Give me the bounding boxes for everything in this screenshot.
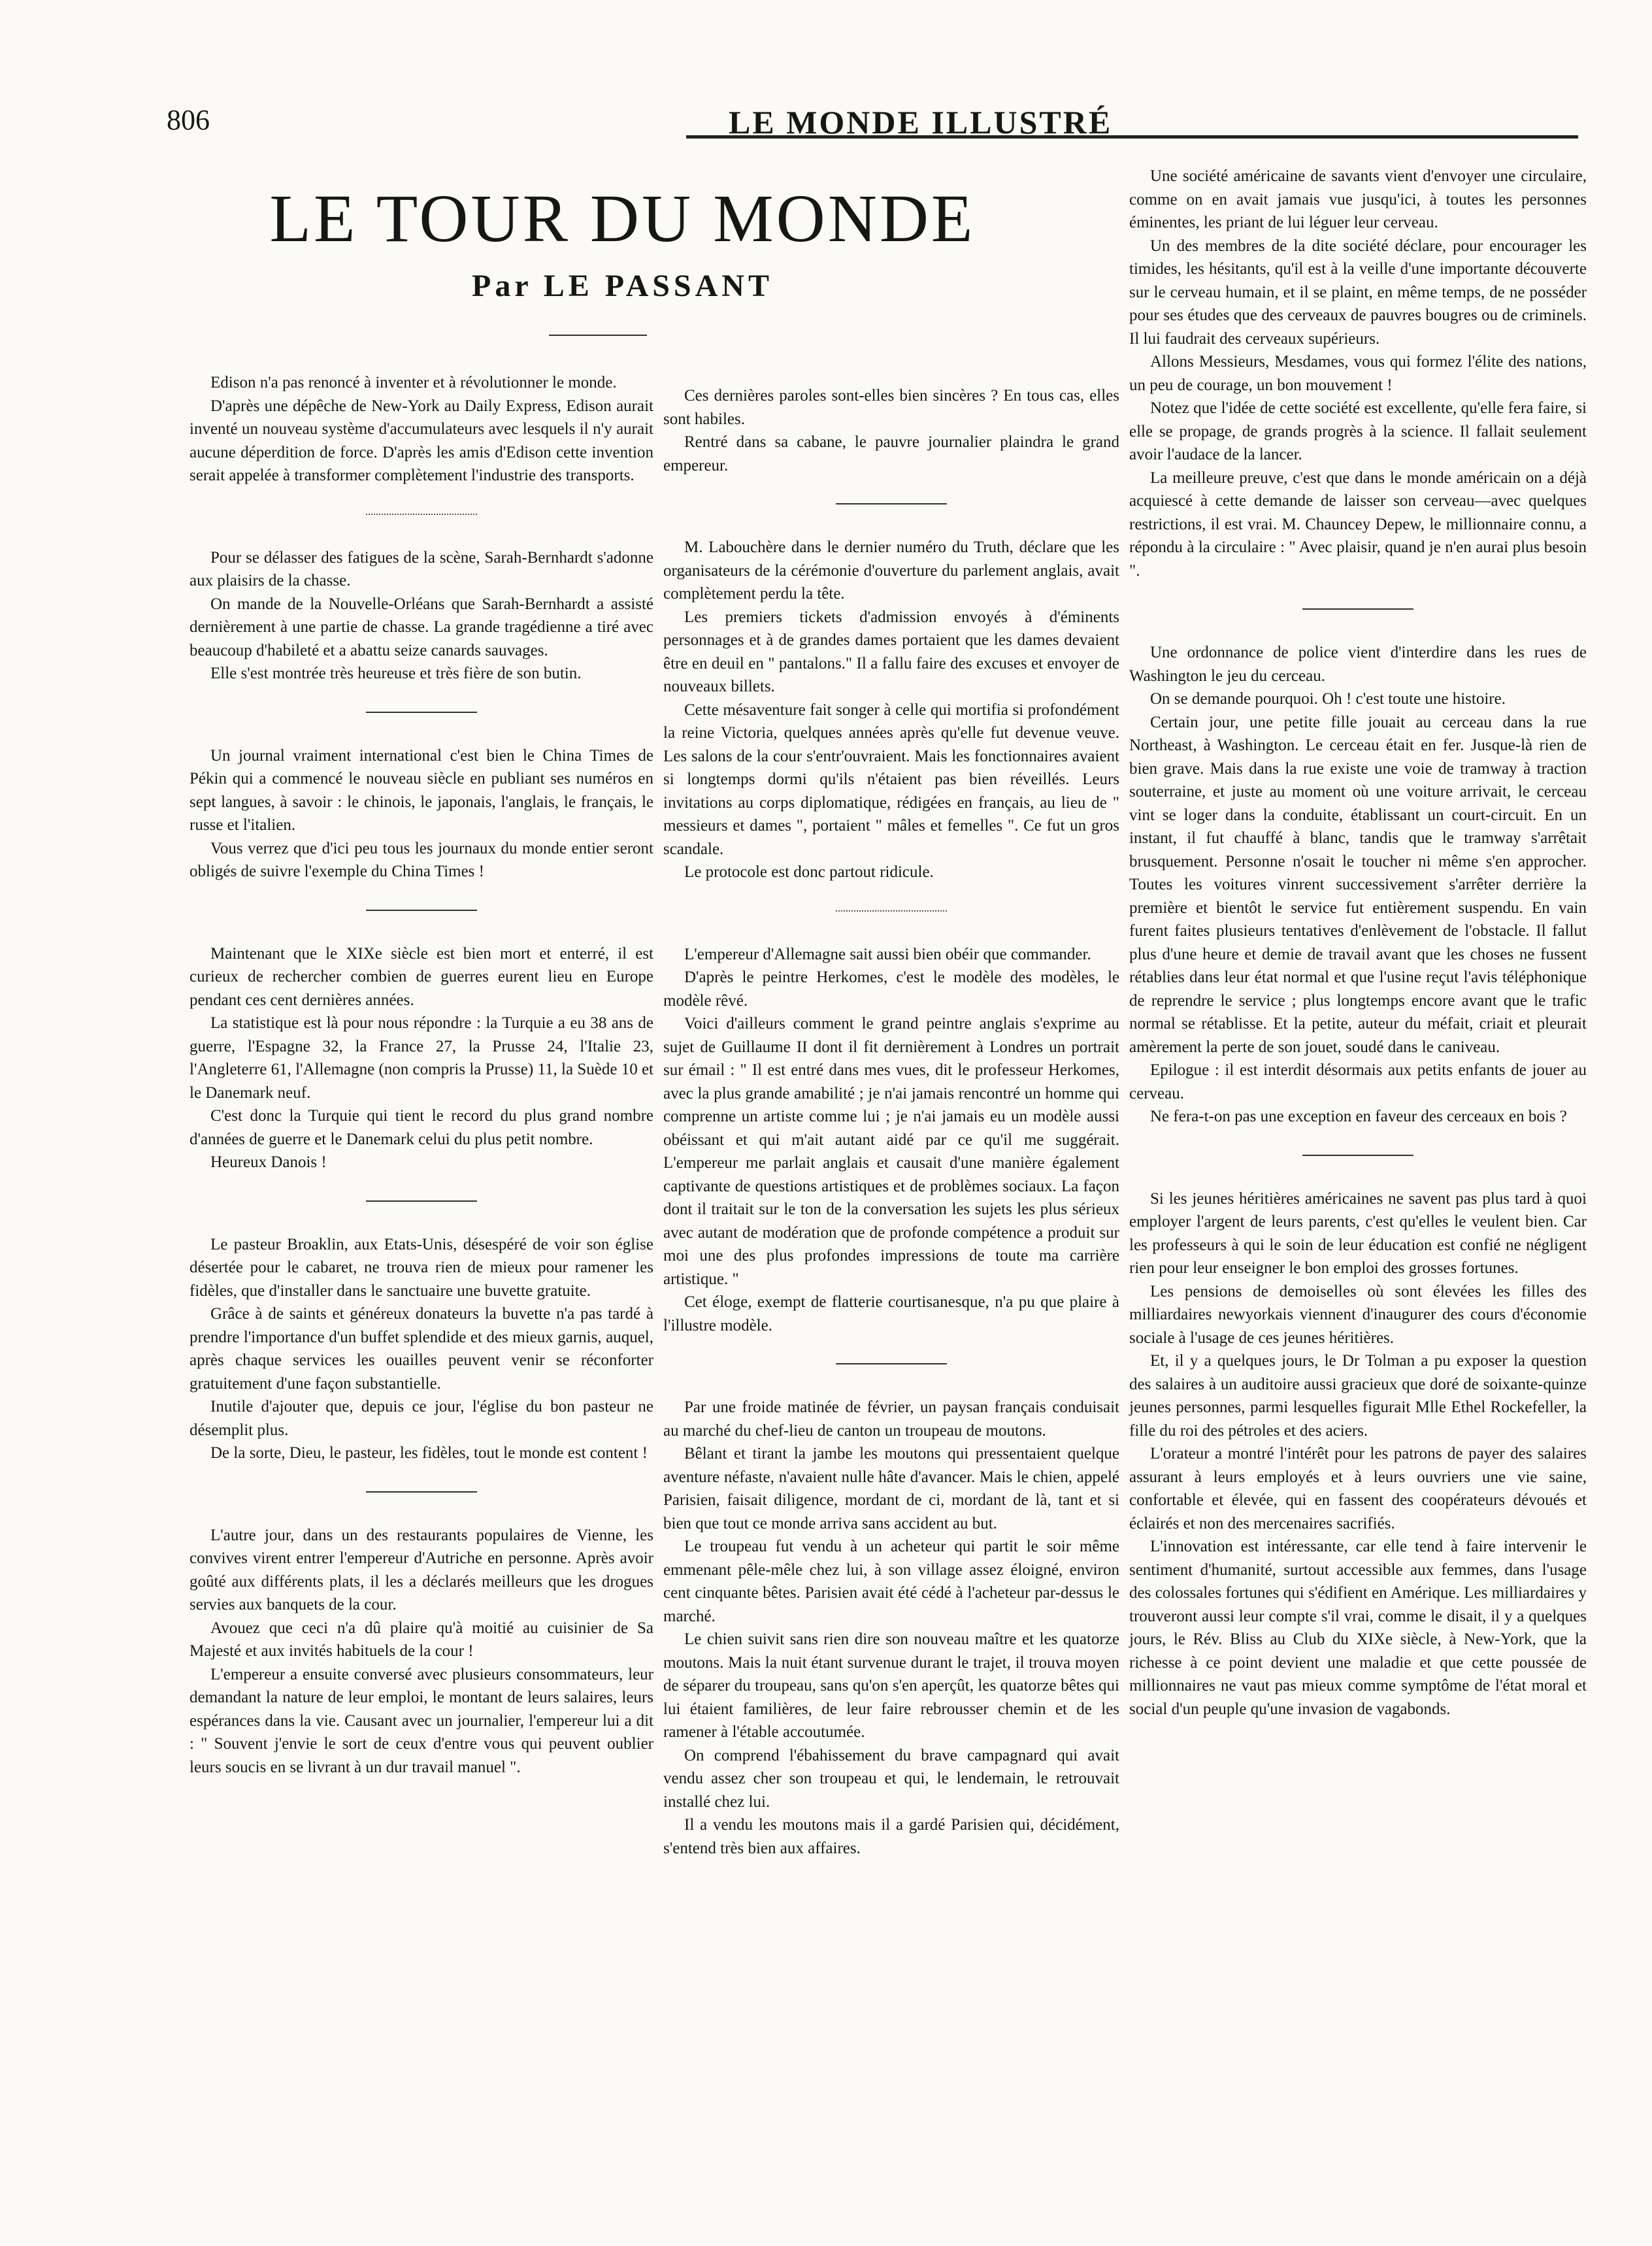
paragraph: Grâce à de saints et généreux donateurs la buvette n'a pas tardé à prendre l'importance d'un buffet splendide et des mieux garnis, auquel, après chaque services les ouailles peuvent venir se réconforter gratuitement d'une façon substantielle. [190, 1305, 653, 1393]
paragraph: D'après une dépêche de New-York au Daily Express, Edison aurait inventé un nouveau système d'accumulateurs avec lesquels il n'y aurait aucune déperdition de force. D'après les amis d'Edison cette invention serait appelée à transformer complètement l'industrie des transports. [190, 397, 653, 484]
separator [366, 514, 477, 515]
title-block [167, 176, 1078, 327]
page-number: 806 [167, 104, 210, 136]
paragraph: La statistique est là pour nous répondre : la Turquie a eu 38 ans de guerre, l'Espagne 32, la France 27, la Prusse 24, l'Italie 23, l'Angleterre 61, l'Allemagne (non compris la Prusse) 11, la Suède 10 et le Danemark neuf. [190, 1014, 653, 1102]
paragraph: C'est donc la Turquie qui tient le record du plus grand nombre d'années de guerre et le Danemark celui du plus petit nombre. [190, 1107, 653, 1148]
article-title: LE TOUR DU MONDE [269, 181, 976, 256]
paragraph: Inutile d'ajouter que, depuis ce jour, l'église du bon pasteur ne désemplit plus. [190, 1398, 653, 1439]
paragraph: Maintenant que le XIXe siècle est bien mort et enterré, il est curieux de rechercher combien de guerres eurent lieu en Europe pendant ces cent dernières années. [190, 944, 653, 1009]
separator [366, 1491, 477, 1493]
paragraph: On mande de la Nouvelle-Orléans que Sarah-Bernhardt a assisté dernièrement à une partie de chasse. La grande tragédienne a tiré avec beaucoup d'habileté et a abattu seize canards sauvages. [190, 595, 653, 659]
paragraph: Il a vendu les moutons mais il a gardé Parisien qui, décidément, s'entend très bien aux affaires. [663, 1816, 1119, 1857]
paragraph: Un des membres de la dite société déclare, pour encourager les timides, les hésitants, qu'il est à la veille d'une importante découverte sur le cerveau humain, et il se plaint, en même temps, de ne posséder pour ses études que des cerveaux de pauvres bougres ou de criminels. Il lui faudrait des cerveaux supérieurs. [1129, 237, 1587, 348]
paragraph: L'empereur a ensuite conversé avec plusieurs consommateurs, leur demandant la nature de leur emploi, le montant de leurs salaires, leurs espérances dans la vie. Causant avec un journalier, l'empereur lui a dit : " Souvent j'envie le sort de ceux d'entre vous qui peuvent oublier leurs soucis en se livrant à un dur travail manuel ". [190, 1665, 653, 1776]
paragraph: Rentré dans sa cabane, le pauvre journalier plaindra le grand empereur. [663, 433, 1119, 474]
paragraph: Bêlant et tirant la jambe les moutons qui pressentaient quelque aventure néfaste, n'avaient nulle hâte d'avancer. Mais le chien, appelé Parisien, faisait diligence, mordant de ci, mordant de là, tant et si bien que tout ce monde arriva sans accident au but. [663, 1445, 1119, 1532]
paragraph: Vous verrez que d'ici peu tous les journaux du monde entier seront obligés de suivre l'exemple du China Times ! [190, 839, 653, 880]
column-1 [190, 371, 653, 1779]
paragraph: Un journal vraiment international c'est bien le China Times de Pékin qui a commencé le nouveau siècle en publiant ses numéros en sept langues, à savoir : le chinois, le japonais, l'anglais, le français, le russe et l'italien. [190, 746, 653, 834]
paragraph: Voici d'ailleurs comment le grand peintre anglais s'exprime au sujet de Guillaume II dont il fit dernièrement à Londres un portrait sur émail : " Il est entré dans mes vues, dit le professeur Herkomes, avec la plus grande amabilité ; je n'ai jamais rencontré un homme qui comprenne un artiste comme lui ; je n'ai jamais eu un modèle aussi obéissant et qui m'ait autant aidé par ce qu'il me suggérait. L'empereur me parlait anglais et causait d'une manière également captivante de questions artistiques et de problèmes sociaux. La façon dont il traitait sur le ton de la conversation les sujets les plus sérieux avec autant de modération que de profonde compétence a produit sur moi une des plus profondes impressions de toute ma carrière artistique. " [663, 1015, 1119, 1288]
title-rule [549, 335, 647, 336]
paragraph: Avouez que ceci n'a dû plaire qu'à moitié au cuisinier de Sa Majesté et aux invités habituels de la cour ! [190, 1619, 653, 1660]
paragraph: La meilleure preuve, c'est que dans le monde américain on a déjà acquiescé à cette demande de laisser son cerveau—avec quelques restrictions, il est vrai. M. Chauncey Depew, le millionnaire connu, a répondu à la circulaire : " Avec plaisir, quand je n'en aurai plus besoin ". [1129, 469, 1587, 580]
paragraph: Le pasteur Broaklin, aux Etats-Unis, désespéré de voir son église désertée pour le cabaret, ne trouva rien de mieux pour ramener les fidèles, que d'installer dans le sanctuaire une buvette gratuite. [190, 1235, 653, 1300]
paragraph: Ces dernières paroles sont-elles bien sincères ? En tous cas, elles sont habiles. [663, 387, 1119, 428]
paragraph: Edison n'a pas renoncé à inventer et à révolutionner le monde. [210, 374, 617, 391]
paragraph: D'après le peintre Herkomes, c'est le modèle des modèles, le modèle rêvé. [663, 968, 1119, 1010]
separator [836, 1363, 947, 1364]
paragraph: M. Labouchère dans le dernier numéro du Truth, déclare que les organisateurs de la cérémonie d'ouverture du parlement anglais, avait complètement perdu la tête. [663, 538, 1119, 603]
article-byline: Par LE PASSANT [472, 269, 773, 303]
paragraph: Le troupeau fut vendu à un acheteur qui partit le soir même emmenant pêle-mêle chez lui, à son village assez éloigné, environ cent cinquante bêtes. Parisien avait été cédé à l'acheteur par-dessus le marché. [663, 1538, 1119, 1625]
paragraph: L'innovation est intéressante, car elle tend à faire intervenir le sentiment d'humanité, surtout accessible aux femmes, dans l'usage des colossales fortunes qui s'édifient en Amérique. Les milliardaires y trouveront aussi leur compte s'il vrai, comme le disait, il y a quelques jours, le Rév. Bliss au Club du XIXe siècle, à New-York, que la richesse à ce point devient une maladie et que cette poussée de millionnaires ne vaut pas mieux comme symptôme de l'état moral et social d'un peuple qu'une invasion de vagabonds. [1129, 1538, 1587, 1718]
paragraph: Pour se délasser des fatigues de la scène, Sarah-Bernhardt s'adonne aux plaisirs de la chasse. [190, 548, 653, 589]
paragraph: Elle s'est montrée très heureuse et très fière de son butin. [210, 665, 582, 682]
paragraph: Le protocole est donc partout ridicule. [684, 863, 934, 881]
separator [1302, 1155, 1413, 1156]
paragraph: Par une froide matinée de février, un paysan français conduisait au marché du chef-lieu de canton un troupeau de moutons. [663, 1398, 1119, 1440]
paragraph: On comprend l'ébahissement du brave campagnard qui avait vendu assez cher son troupeau et qui, le lendemain, le retrouvait installé chez lui. [663, 1746, 1119, 1811]
separator [836, 910, 947, 912]
paragraph: Ne fera-t-on pas une exception en faveur des cerceaux en bois ? [1150, 1108, 1567, 1125]
paragraph: Epilogue : il est interdit désormais aux petits enfants de jouer au cerveau. [1129, 1061, 1587, 1102]
paragraph: Certain jour, une petite fille jouait au cerceau dans la rue Northeast, à Washington. Le cerceau était en fer. Jusque-là rien de bien grave. Mais dans la rue existe une voie de tramway à traction souterraine, et juste au moment où une voiture arrivait, le cerceau vint se loger dans la conduite, établissant un court-circuit. En un instant, il fut chauffé à blanc, tandis que le tramway s'arrêtait brusquement. Personne n'osait le toucher ni même s'en approcher. Toutes les voitures vinrent successivement s'arrêter derrière la première et bientôt le service fut entièrement suspendu. En vain furent faites plusieurs tentatives d'enlèvement de l'obstacle. Il fallut plus d'une heure et demie de travail avant que les choses ne fussent rétablies dans leur état normal et que l'usine reçut l'avis téléphonique de reprendre le service ; plus longtemps encore avant que le trafic normal se rétablisse. Et la petite, auteur du méfait, criait et pleurait amèrement la perte de son jouet, soudé dans le caniveau. [1129, 713, 1587, 1056]
paragraph: Une ordonnance de police vient d'interdire dans les rues de Washington le jeu du cerceau. [1129, 644, 1587, 685]
separator [836, 503, 947, 504]
column-2 [663, 384, 1119, 1860]
separator [366, 1200, 477, 1202]
journal-name: LE MONDE ILLUSTRÉ [729, 104, 1113, 140]
paragraph: Notez que l'idée de cette société est excellente, qu'elle fera faire, si elle se propage, de grands progrès à la science. Il fallait seulement avoir l'audace de la lancer. [1129, 399, 1587, 463]
paragraph: De la sorte, Dieu, le pasteur, les fidèles, tout le monde est content ! [210, 1444, 648, 1462]
paragraph: Allons Messieurs, Mesdames, vous qui formez l'élite des nations, un peu de courage, un bon mouvement ! [1129, 353, 1587, 394]
paragraph: Si les jeunes héritières américaines ne savent pas plus tard à quoi employer l'argent de leurs parents, c'est qu'elles le veulent bien. Car les professeurs à qui le soin de leur éducation est confié ne négligent rien pour leur enseigner le bon emploi des grosses fortunes. [1129, 1189, 1587, 1277]
separator [366, 712, 477, 713]
paragraph: Les pensions de demoiselles où sont élevées les filles des milliardaires newyorkais viennent d'inaugurer des cours d'économie sociale à l'usage de ces jeunes héritières. [1129, 1282, 1587, 1347]
paragraph: Les premiers tickets d'admission envoyés à d'éminents personnages et à de grandes dames portaient que les dames devaient être en deuil en " pantalons." Il a fallu faire des excuses et envoyer de nouveaux billets. [663, 608, 1119, 695]
paragraph: Cet éloge, exempt de flatterie courtisanesque, n'a pu que plaire à l'illustre modèle. [663, 1293, 1119, 1334]
separator [366, 910, 477, 911]
paragraph: Une société américaine de savants vient d'envoyer une circulaire, comme on en avait jamais vue jusqu'ici, à toutes les personnes éminentes, les priant de lui léguer leur cerveau. [1129, 167, 1587, 231]
paragraph: Cette mésaventure fait songer à celle qui mortifia si profondément la reine Victoria, quelques années après qu'elle fut devenue veuve. Les salons de la cour s'entr'ouvraient. Mais les fonctionnaires avaient si longtemps dormi qu'ils n'étaient pas bien réveillés. Leurs invitations au corps diplomatique, rédigées en français, au lieu de " messieurs et dames ", portaient " mâles et femelles ". Ce fut un gros scandale. [663, 701, 1119, 858]
separator [1302, 608, 1413, 610]
paragraph: On se demande pourquoi. Oh ! c'est toute une histoire. [1150, 690, 1506, 708]
paragraph: Le chien suivit sans rien dire son nouveau maître et les quatorze moutons. Mais la nuit étant survenue durant le trajet, il trouva moyen de séparer du troupeau, sans qu'on s'en aperçût, les quatorze bêtes qui lui étaient familières, de leur faire rebrousser chemin et de les ramener à l'étable accoutumée. [663, 1630, 1119, 1741]
header-rule [686, 135, 1578, 139]
paragraph: L'empereur d'Allemagne sait aussi bien obéir que commander. [684, 945, 1091, 963]
column-3 [1129, 165, 1587, 1721]
paragraph: L'autre jour, dans un des restaurants populaires de Vienne, les convives virent entrer l'empereur d'Autriche en personne. Après avoir goûté aux différents plats, il les a déclarés meilleurs que les drogues servies aux banquets de la cour. [190, 1526, 653, 1613]
paragraph: L'orateur a montré l'intérêt pour les patrons de payer des salaires assurant à leurs employés et à leurs ouvriers une vie saine, confortable et élevée, qui en fassent des coopérateurs dévoués et éclairés et non des mercenaires sacrifiés. [1129, 1445, 1587, 1532]
paragraph: Heureux Danois ! [210, 1153, 327, 1171]
paragraph: Et, il y a quelques jours, le Dr Tolman a pu exposer la question des salaires à un auditoire aussi gracieux que doré de soixante-quinze jeunes personnes, parmi lesquelles figurait Mlle Ethel Rockefeller, la fille du roi des pétroles et des aciers. [1129, 1352, 1587, 1440]
